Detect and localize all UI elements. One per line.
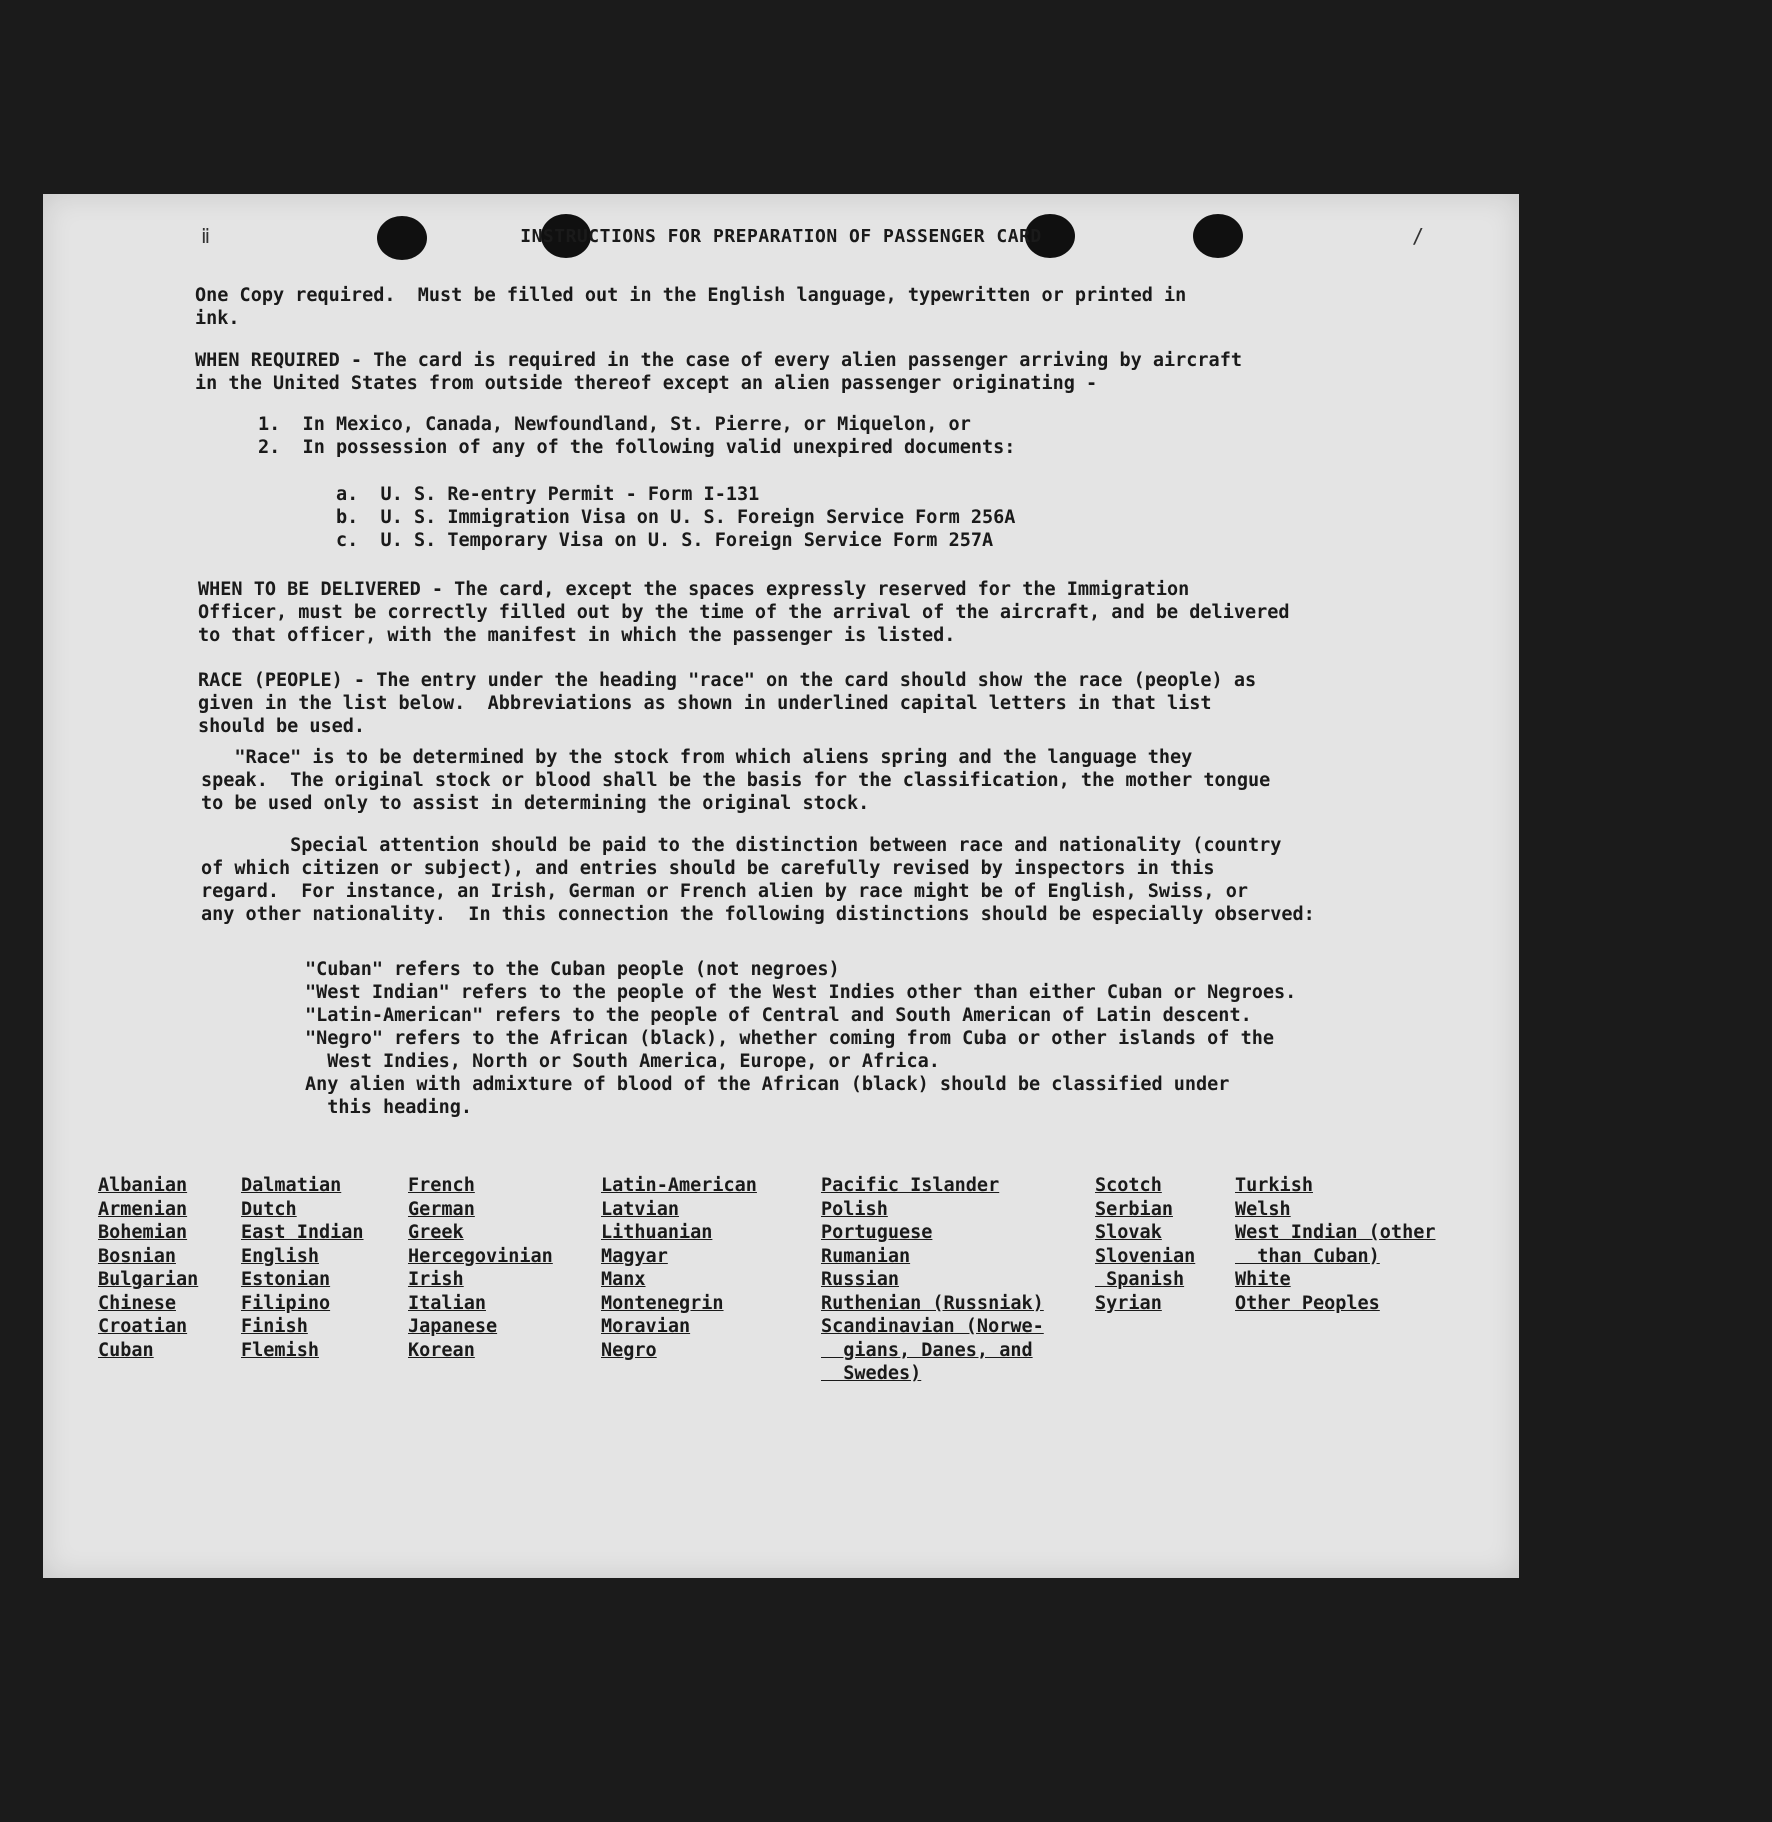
race-item: Other Peoples: [1235, 1292, 1380, 1314]
race-item: Dutch: [241, 1198, 297, 1220]
race-item: Armenian: [98, 1198, 188, 1220]
race-item: Ruthenian (Russniak): [821, 1292, 1044, 1314]
race-item: French: [408, 1175, 475, 1196]
race-item: East Indian: [241, 1222, 364, 1243]
race-item: Dalmatian: [241, 1175, 342, 1196]
race-item: Estonian: [241, 1269, 331, 1290]
race-column-2: [241, 1174, 364, 1362]
race-column-4: [601, 1174, 757, 1362]
race-item: Italian: [408, 1292, 486, 1314]
race-item: West Indian (other: [1235, 1222, 1436, 1243]
race-item: Bohemian: [98, 1222, 188, 1243]
race-column-6: [1095, 1174, 1195, 1315]
race-column-1: [98, 1174, 198, 1362]
race-item: Swedes): [821, 1363, 922, 1384]
race-item: Spanish: [1095, 1269, 1185, 1290]
race-item: gians, Danes, and: [821, 1339, 1033, 1361]
document-page: [43, 194, 1519, 1578]
race-column-7: [1235, 1174, 1435, 1315]
race-item: Welsh: [1235, 1198, 1291, 1220]
race-item: Bosnian: [98, 1245, 176, 1267]
race-item: Latvian: [601, 1198, 679, 1220]
race-column-5: [821, 1174, 1044, 1386]
race-item: Chinese: [98, 1292, 176, 1314]
race-item: Flemish: [241, 1339, 319, 1361]
when-delivered-paragraph: WHEN TO BE DELIVERED - The card, except the spaces expressly reserved for the Immigration Officer, must be correctly filled out by the time of the arrival of the aircraft, and be delivered to that officer, with the manifest in which the passenger is listed.: [198, 579, 1290, 646]
race-item: Serbian: [1095, 1198, 1173, 1220]
race-item: Moravian: [601, 1316, 691, 1337]
race-item: Albanian: [98, 1175, 188, 1196]
special-attention-paragraph: Special attention should be paid to the distinction between race and nationality (country of which citizen or subject), and entries should be carefully revised by inspectors in this regard. For instance, an Irish, German or French alien by race might be of English, Swiss, or any other nationality. In this connection the following distinctions should be especially observed:: [201, 835, 1315, 925]
race-item: Japanese: [408, 1316, 498, 1337]
race-item: English: [241, 1245, 319, 1267]
race-item: Scandinavian (Norwe-: [821, 1316, 1044, 1337]
numbered-list: 1. In Mexico, Canada, Newfoundland, St. Pierre, or Miquelon, or 2. In possession of any of the following valid unexpired documents:: [258, 414, 1016, 458]
race-item: White: [1235, 1269, 1291, 1290]
race-item: Cuban: [98, 1339, 154, 1361]
race-item: Turkish: [1235, 1175, 1313, 1196]
intro-paragraph: One Copy required. Must be filled out in the English language, typewritten or printed in ink.: [195, 285, 1187, 329]
race-definition-paragraph: "Race" is to be determined by the stock from which aliens spring and the language they speak. The original stock or blood shall be the basis for the classification, the mother tongue to be used only to assist in determining the original stock.: [201, 747, 1271, 814]
race-item: Russian: [821, 1269, 899, 1290]
race-item: Irish: [408, 1269, 464, 1290]
race-intro-paragraph: RACE (PEOPLE) - The entry under the heading "race" on the card should show the race (people) as given in the list below. Abbreviations as shown in underlined capital letters in that list should be used.: [198, 670, 1257, 737]
race-item: Filipino: [241, 1292, 331, 1314]
race-item: Montenegrin: [601, 1292, 724, 1314]
race-item: Lithuanian: [601, 1222, 713, 1243]
race-item: Negro: [601, 1339, 657, 1361]
race-item: Syrian: [1095, 1292, 1162, 1314]
race-item: Pacific Islander: [821, 1175, 1000, 1196]
race-item: Scotch: [1095, 1175, 1162, 1196]
race-item: Slovenian: [1095, 1245, 1196, 1267]
documents-list: a. U. S. Re-entry Permit - Form I-131 b. U. S. Immigration Visa on U. S. Foreign Service Form 256A c. U. S. Temporary Visa on U. S. Foreign Service Form 257A: [336, 484, 1016, 551]
page-title: INSTRUCTIONS FOR PREPARATION OF PASSENGER CARD: [520, 226, 1042, 247]
race-item: Bulgarian: [98, 1269, 199, 1290]
race-item: Portuguese: [821, 1222, 933, 1243]
race-item: Polish: [821, 1198, 888, 1220]
stray-mark: ⅱ: [201, 224, 211, 248]
race-item: Magyar: [601, 1245, 668, 1267]
race-item: Korean: [408, 1339, 475, 1361]
when-required-paragraph: WHEN REQUIRED - The card is required in the case of every alien passenger arriving by aircraft in the United States from outside thereof except an alien passenger originating -: [195, 350, 1242, 394]
race-item: Latin-American: [601, 1175, 757, 1196]
race-item: Hercegovinian: [408, 1245, 553, 1267]
race-item: Rumanian: [821, 1245, 911, 1267]
race-item: Finish: [241, 1316, 308, 1337]
race-column-3: [408, 1174, 553, 1362]
race-item: Greek: [408, 1222, 464, 1243]
distinctions-list: "Cuban" refers to the Cuban people (not negroes) "West Indian" refers to the people of the West Indies other than either Cuban or Negroes. "Latin-American" refers to the people of Central and South American of Latin descent. "Negro" refers to the African (black), whether coming from Cuba or other islands of the West Indies, North or South America, Europe, or Africa. Any alien with admixture of blood of the African (black) should be classified under this heading.: [305, 959, 1297, 1118]
race-item: Manx: [601, 1269, 646, 1290]
race-item: Slovak: [1095, 1222, 1162, 1243]
race-item: than Cuban): [1235, 1245, 1380, 1267]
stray-mark: /: [1412, 224, 1425, 248]
race-item: German: [408, 1198, 475, 1220]
race-item: Croatian: [98, 1316, 188, 1337]
